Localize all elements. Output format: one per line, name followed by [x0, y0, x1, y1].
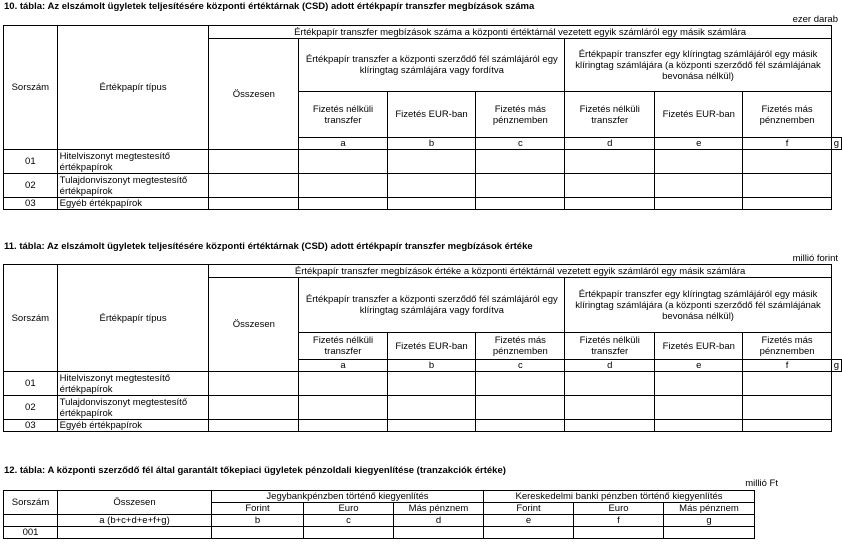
data-cell[interactable] [58, 527, 212, 539]
sub-header: Fizetés EUR-ban [655, 333, 743, 360]
data-cell[interactable] [565, 396, 655, 420]
sub-header: Forint [484, 503, 574, 515]
data-cell[interactable] [387, 174, 475, 198]
letter-cell: c [476, 360, 565, 372]
sub-header: Fizetés más pénznemben [743, 333, 831, 360]
table11 [3, 264, 842, 432]
data-cell[interactable] [476, 396, 565, 420]
table-row [4, 527, 755, 539]
data-cell[interactable] [476, 372, 565, 396]
row-number: 02 [4, 174, 58, 198]
data-cell[interactable] [565, 198, 655, 210]
row-number: 03 [4, 198, 58, 210]
col-header-tipus: Értékpapír típus [57, 26, 209, 150]
data-cell[interactable] [476, 198, 565, 210]
col-header-osszesen: Összesen [209, 278, 299, 372]
letter-cell: d [394, 515, 484, 527]
col-header-sorszam: Sorszám [4, 265, 58, 372]
data-cell[interactable] [655, 174, 743, 198]
col-header-osszesen: Összesen [58, 491, 212, 515]
sub-header: Fizetés nélküli transzfer [299, 92, 388, 138]
sub-header: Forint [212, 503, 304, 515]
letter-cell: f [743, 360, 831, 372]
row-number: 01 [4, 150, 58, 174]
sub-header: Fizetés EUR-ban [387, 92, 475, 138]
letter-cell: g [831, 360, 841, 372]
data-cell[interactable] [212, 527, 304, 539]
sub-header: Fizetés nélküli transzfer [565, 333, 655, 360]
sub-header: Fizetés nélküli transzfer [565, 92, 655, 138]
table12-title: 12. tábla: A központi szerződő fél által garantált tőkepiaci ügyletek pénzoldali kiegyenlítése (tranzakciók értéke) [4, 465, 506, 476]
letter-cell: g [831, 138, 841, 150]
row-label: Egyéb értékpapírok [57, 420, 209, 432]
group-header-1: Jegybankpénzben történő kiegyenlítés [212, 491, 484, 503]
row-label: Hitelviszonyt megtestesítő értékpapírok [57, 150, 209, 174]
col-header-sorszam: Sorszám [4, 26, 58, 150]
blank-cell [4, 515, 58, 527]
data-cell[interactable] [299, 150, 388, 174]
sub-header: Más pénznem [664, 503, 755, 515]
span-header: Értékpapír transzfer megbízások értéke a központi értéktárnál vezetett egyik számláról egy másik számlára [209, 265, 831, 278]
sub-header: Fizetés más pénznemben [476, 333, 565, 360]
letter-cell: c [304, 515, 394, 527]
data-cell[interactable] [387, 420, 475, 432]
data-cell[interactable] [743, 420, 831, 432]
table10 [3, 25, 842, 210]
group-header-1: Értékpapír transzfer a központi szerződő fél számlájáról egy klíringtag számlájára vagy fordítva [299, 39, 565, 92]
col-header-osszesen: Összesen [209, 39, 299, 150]
data-cell[interactable] [209, 198, 299, 210]
table10-title: 10. tábla: Az elszámolt ügyletek teljesítésére központi értéktárnak (CSD) adott értékpapír transzfer megbízások száma [4, 1, 535, 12]
letter-cell: e [484, 515, 574, 527]
table-row [4, 420, 842, 432]
data-cell[interactable] [565, 372, 655, 396]
data-cell[interactable] [304, 527, 394, 539]
table-row [4, 150, 842, 174]
data-cell[interactable] [743, 396, 831, 420]
data-cell[interactable] [655, 372, 743, 396]
data-cell[interactable] [743, 372, 831, 396]
data-cell[interactable] [565, 420, 655, 432]
sub-header: Fizetés EUR-ban [387, 333, 475, 360]
data-cell[interactable] [299, 372, 388, 396]
group-header-2: Kereskedelmi banki pénzben történő kiegyenlítés [484, 491, 755, 503]
data-cell[interactable] [743, 174, 831, 198]
table10-unit: ezer darab [792, 14, 838, 25]
data-cell[interactable] [209, 174, 299, 198]
data-cell[interactable] [387, 396, 475, 420]
group-header-2: Értékpapír transzfer egy klíringtag számlájáról egy másik klíringtag számlájára (a központi szerződő fél számlájának bevonása nélkül) [565, 39, 831, 92]
col-header-sorszam: Sorszám [4, 491, 58, 515]
sub-header: Euro [304, 503, 394, 515]
sub-header: Fizetés nélküli transzfer [299, 333, 388, 360]
table12 [3, 490, 755, 539]
letter-cell: d [565, 138, 655, 150]
data-cell[interactable] [574, 527, 664, 539]
letter-cell: a (b+c+d+e+f+g) [58, 515, 212, 527]
letter-cell: a [299, 360, 388, 372]
data-cell[interactable] [743, 198, 831, 210]
table-row [4, 198, 842, 210]
data-cell[interactable] [299, 174, 388, 198]
data-cell[interactable] [655, 150, 743, 174]
data-cell[interactable] [664, 527, 755, 539]
letter-cell: f [743, 138, 831, 150]
data-cell[interactable] [484, 527, 574, 539]
letter-cell: g [664, 515, 755, 527]
data-cell[interactable] [655, 420, 743, 432]
group-header-1: Értékpapír transzfer a központi szerződő fél számlájáról egy klíringtag számlájára vagy fordítva [299, 278, 565, 333]
sub-header: Fizetés más pénznemben [743, 92, 831, 138]
data-cell[interactable] [394, 527, 484, 539]
letter-cell: b [212, 515, 304, 527]
table11-unit: millió forint [792, 253, 838, 264]
data-cell[interactable] [209, 372, 299, 396]
row-label: Egyéb értékpapírok [57, 198, 209, 210]
table-row [4, 396, 842, 420]
row-number: 03 [4, 420, 58, 432]
row-label: Tulajdonviszonyt megtestesítő értékpapírok [57, 396, 209, 420]
sub-header: Fizetés más pénznemben [476, 92, 565, 138]
sub-header: Euro [574, 503, 664, 515]
data-cell[interactable] [565, 150, 655, 174]
letter-cell: d [565, 360, 655, 372]
table-row [4, 174, 842, 198]
data-cell[interactable] [299, 198, 388, 210]
data-cell[interactable] [209, 396, 299, 420]
data-cell[interactable] [387, 372, 475, 396]
table-row [4, 372, 842, 396]
letter-cell: e [655, 138, 743, 150]
data-cell[interactable] [299, 396, 388, 420]
data-cell[interactable] [743, 150, 831, 174]
sub-header: Más pénznem [394, 503, 484, 515]
letter-cell: e [655, 360, 743, 372]
letter-cell: b [387, 138, 475, 150]
col-header-tipus: Értékpapír típus [57, 265, 209, 372]
row-number: 01 [4, 372, 58, 396]
row-number: 001 [4, 527, 58, 539]
row-label: Tulajdonviszonyt megtestesítő értékpapírok [57, 174, 209, 198]
group-header-2: Értékpapír transzfer egy klíringtag számlájáról egy másik klíringtag számlájára (a központi szerződő fél számlájának bevonása nélkül) [565, 278, 831, 333]
data-cell[interactable] [655, 198, 743, 210]
data-cell[interactable] [387, 198, 475, 210]
span-header: Értékpapír transzfer megbízások száma a központi értéktárnál vezetett egyik számláról egy másik számlára [209, 26, 831, 39]
letter-cell: f [574, 515, 664, 527]
row-number: 02 [4, 396, 58, 420]
data-cell[interactable] [476, 420, 565, 432]
row-label: Hitelviszonyt megtestesítő értékpapírok [57, 372, 209, 396]
data-cell[interactable] [565, 174, 655, 198]
data-cell[interactable] [209, 150, 299, 174]
letter-cell: b [387, 360, 475, 372]
data-cell[interactable] [299, 420, 388, 432]
letter-cell: a [299, 138, 388, 150]
table12-unit: millió Ft [745, 478, 778, 489]
data-cell[interactable] [209, 420, 299, 432]
letter-cell: c [476, 138, 565, 150]
data-cell[interactable] [387, 150, 475, 174]
data-cell[interactable] [655, 396, 743, 420]
sub-header: Fizetés EUR-ban [655, 92, 743, 138]
data-cell[interactable] [476, 174, 565, 198]
data-cell[interactable] [476, 150, 565, 174]
table11-title: 11. tábla: Az elszámolt ügyletek teljesítésére központi értéktárnak (CSD) adott értékpapír transzfer megbízások értéke [4, 241, 533, 252]
